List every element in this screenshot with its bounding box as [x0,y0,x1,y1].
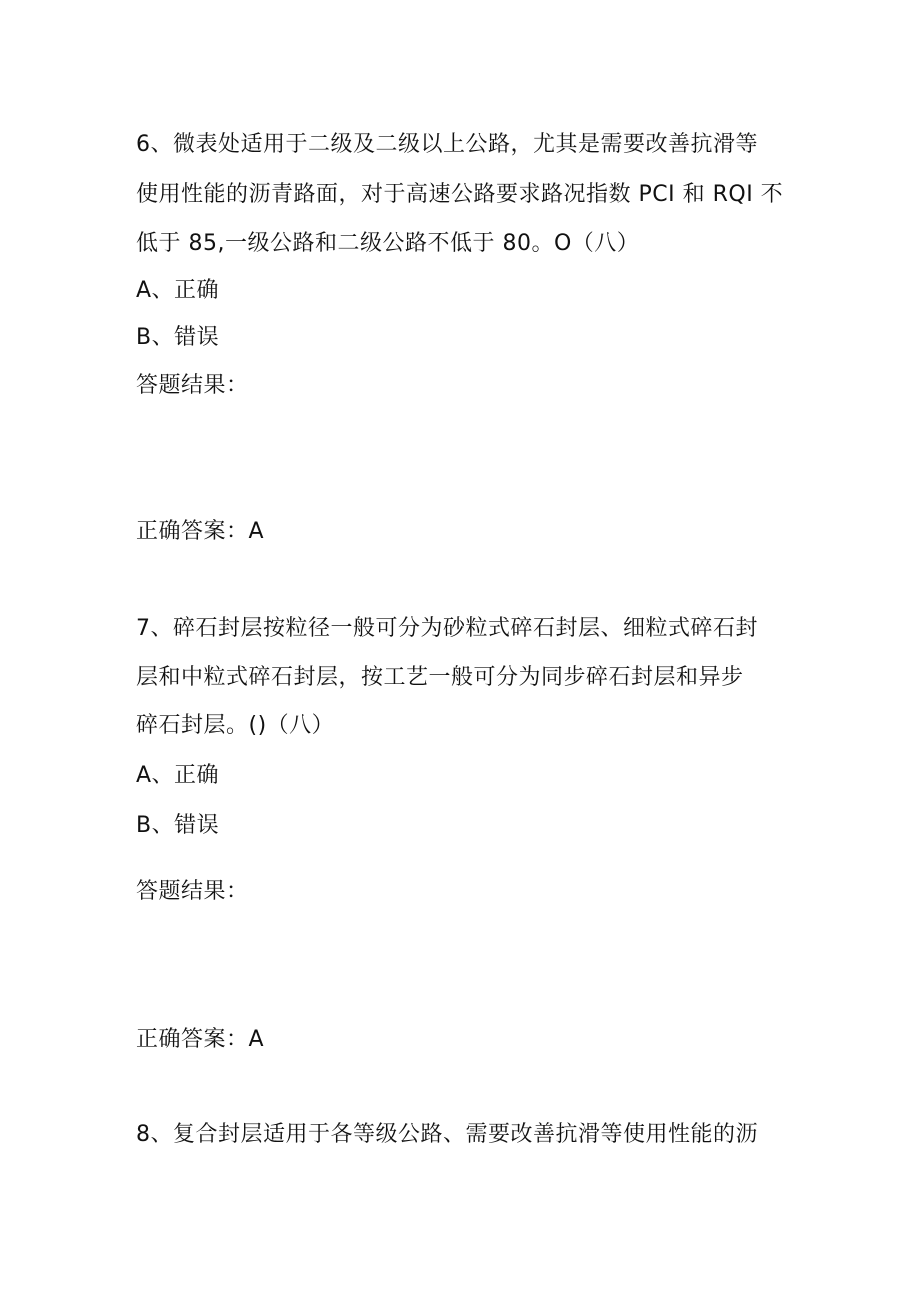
question-7-option-b: B、错误 [136,813,220,838]
question-7-option-a: A、正确 [136,763,220,788]
question-6-correct-answer: 正确答案：A [136,519,265,544]
question-8-text-line-1: 8、复合封层适用于各等级公路、需要改善抗滑等使用性能的沥 [136,1122,758,1147]
question-6-text-line-2: 使用性能的沥青路面，对于高速公路要求路况指数 PCI 和 RQI 不 [136,182,784,207]
question-6-option-b: B、错误 [136,325,220,350]
question-6-option-a: A、正确 [136,278,220,303]
question-7-text-line-2: 层和中粒式碎石封层，按工艺一般可分为同步碎石封层和异步 [136,665,744,690]
question-6-text-line-1: 6、微表处适用于二级及二级以上公路，尤其是需要改善抗滑等 [136,132,758,157]
question-7-text-line-1: 7、碎石封层按粒径一般可分为砂粒式碎石封层、细粒式碎石封 [136,616,758,641]
question-7-correct-answer: 正确答案：A [136,1027,265,1052]
question-7-text-line-3: 碎石封层。()（八） [136,713,335,738]
question-7-result-label: 答题结果： [136,879,249,904]
question-6-result-label: 答题结果： [136,373,249,398]
question-6-text-line-3: 低于 85,一级公路和二级公路不低于 80。O（八） [136,231,640,256]
